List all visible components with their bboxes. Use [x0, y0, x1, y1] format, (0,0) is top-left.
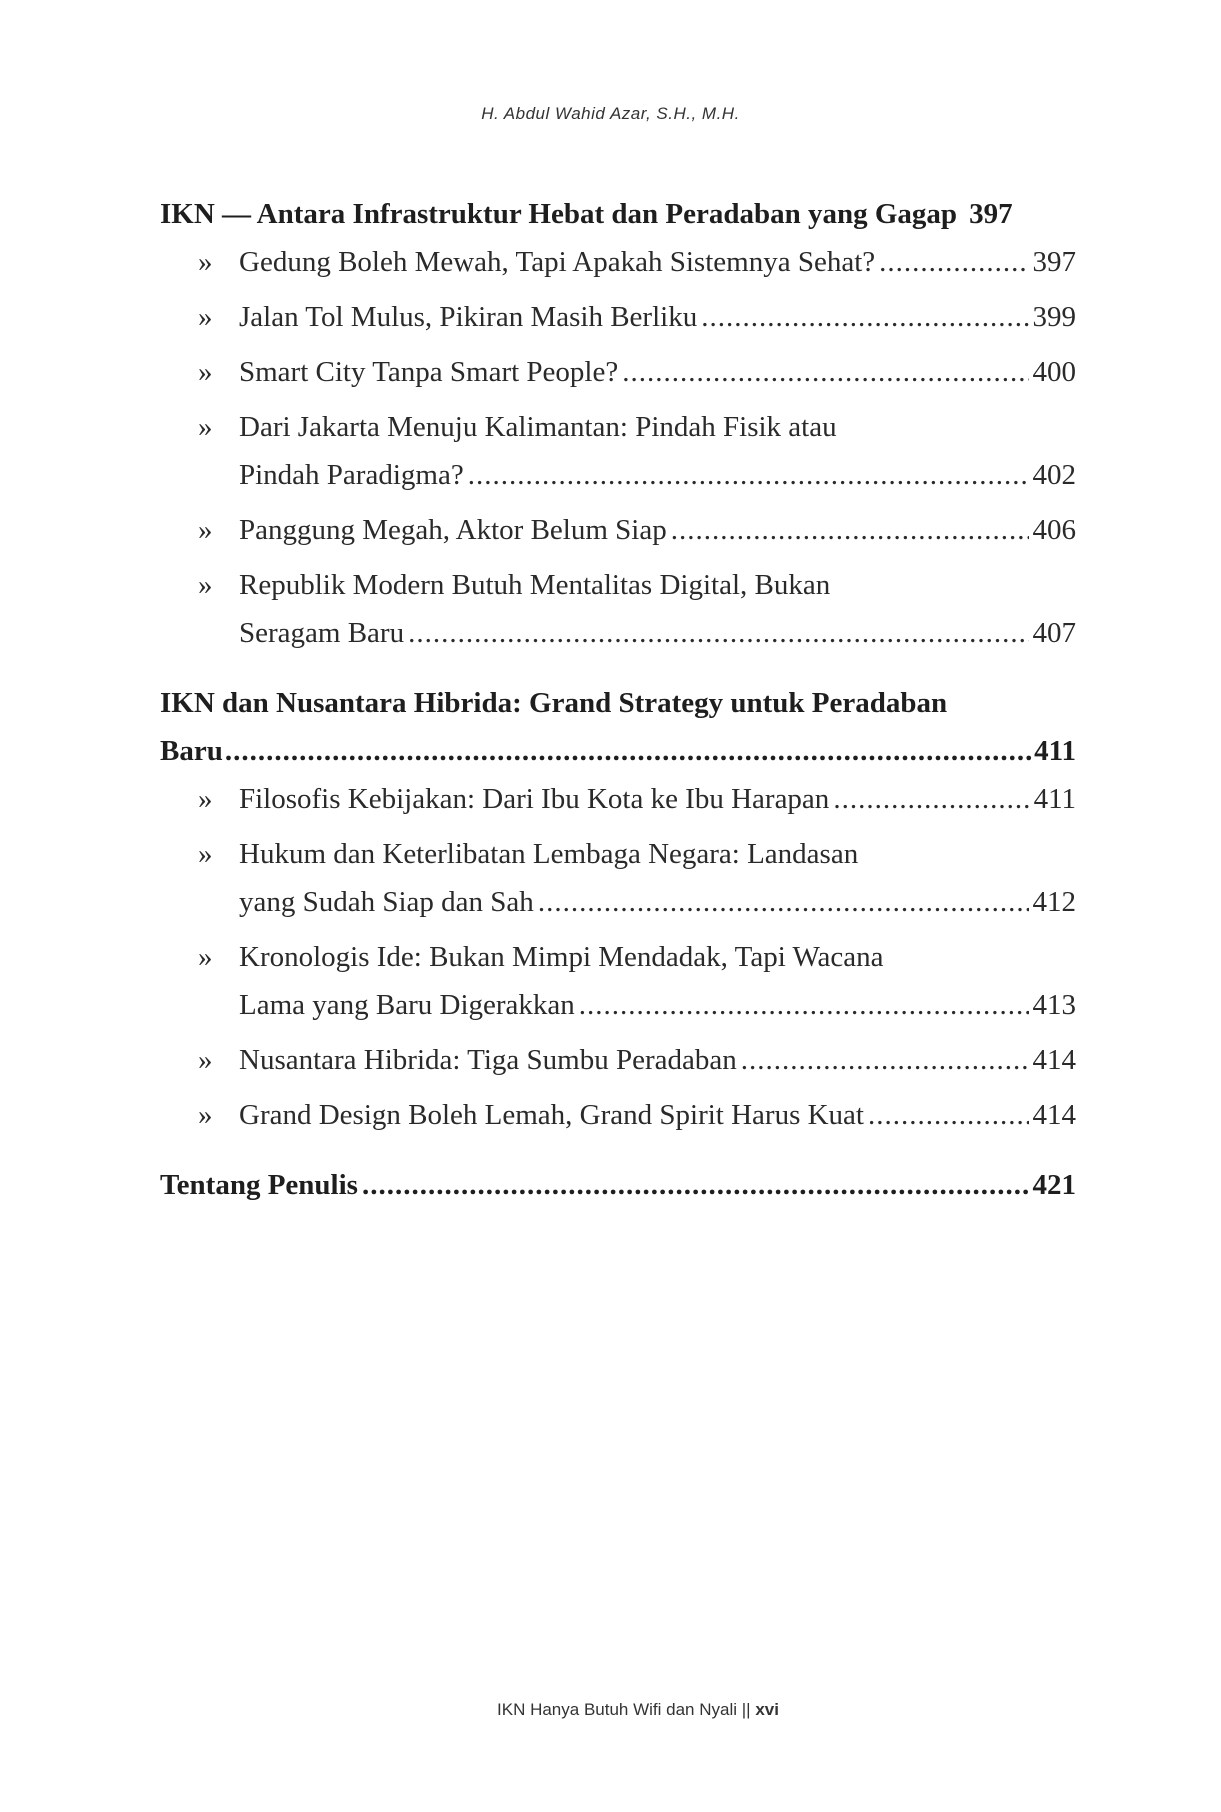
dot-leader: [468, 451, 1029, 499]
entry-title: Nusantara Hibrida: Tiga Sumbu Peradaban: [239, 1044, 737, 1076]
footer-page-number: xvi: [755, 1700, 779, 1719]
toc-section: [160, 190, 1076, 657]
dot-leader: [579, 981, 1029, 1029]
toc-section: [160, 679, 1076, 1139]
entry-title-line2: yang Sudah Siap dan Sah: [239, 886, 534, 918]
entry-page-number: 407: [1032, 617, 1076, 649]
bullet-icon: »: [198, 1099, 213, 1131]
bullet-icon: »: [198, 941, 213, 973]
entry-page-number: 411: [1033, 783, 1076, 815]
bullet-icon: »: [198, 411, 213, 443]
entry-title: Panggung Megah, Aktor Belum Siap: [239, 514, 667, 546]
toc-section: [160, 1161, 1076, 1209]
bullet-icon: »: [198, 838, 213, 870]
dot-leader: [701, 293, 1028, 341]
section-page-number: 421: [1032, 1169, 1076, 1201]
entry-title-line2: Pindah Paradigma?: [239, 459, 464, 491]
dot-leader: [671, 506, 1029, 554]
entry-page-number: 412: [1032, 886, 1076, 918]
dot-leader: [622, 348, 1028, 396]
entry-page-number: 406: [1032, 514, 1076, 546]
section-page-number: 397: [969, 198, 1013, 230]
entry-title-line1: Republik Modern Butuh Mentalitas Digital, Bukan: [239, 569, 831, 601]
entry-title-line1: Kronologis Ide: Bukan Mimpi Mendadak, Tapi Wacana: [239, 941, 884, 973]
toc-entry[interactable]: [160, 238, 1076, 286]
toc-section-heading[interactable]: [160, 1161, 1076, 1209]
dot-leader: [408, 609, 1028, 657]
dot-leader: [225, 727, 1034, 775]
entry-title: Gedung Boleh Mewah, Tapi Apakah Sistemnya Sehat?: [239, 246, 876, 278]
section-title-line1: IKN dan Nusantara Hibrida: Grand Strategy untuk Peradaban: [160, 687, 948, 719]
entry-page-number: 400: [1032, 356, 1076, 388]
dot-leader: [879, 238, 1028, 286]
entry-page-number: 413: [1032, 989, 1076, 1021]
entry-page-number: 397: [1032, 246, 1076, 278]
page-footer: [0, 1700, 1221, 1720]
entry-page-number: 399: [1032, 301, 1076, 333]
bullet-icon: »: [198, 356, 213, 388]
toc-entry[interactable]: [160, 561, 1076, 657]
entry-title: Smart City Tanpa Smart People?: [239, 356, 619, 388]
section-page-number: 411: [1034, 735, 1076, 767]
entry-title-line2: Seragam Baru: [239, 617, 405, 649]
bullet-icon: »: [198, 514, 213, 546]
toc-entry[interactable]: [160, 933, 1076, 1029]
entry-page-number: 414: [1032, 1099, 1076, 1131]
toc-section-heading[interactable]: [160, 190, 1076, 238]
bullet-icon: »: [198, 246, 213, 278]
dot-leader: [741, 1036, 1029, 1084]
bullet-icon: »: [198, 301, 213, 333]
entry-title: Jalan Tol Mulus, Pikiran Masih Berliku: [239, 301, 698, 333]
entry-title: Grand Design Boleh Lemah, Grand Spirit Harus Kuat: [239, 1099, 864, 1131]
toc-entry[interactable]: [160, 506, 1076, 554]
footer-separator: ||: [741, 1700, 751, 1719]
entry-title-line2: Lama yang Baru Digerakkan: [239, 989, 575, 1021]
entry-title: Filosofis Kebijakan: Dari Ibu Kota ke Ibu Harapan: [239, 783, 830, 815]
toc-entry[interactable]: [160, 348, 1076, 396]
dot-leader: [833, 775, 1029, 823]
section-title-line2: Baru: [160, 735, 223, 767]
section-title: IKN — Antara Infrastruktur Hebat dan Peradaban yang Gagap: [160, 198, 958, 230]
entry-title-line1: Dari Jakarta Menuju Kalimantan: Pindah Fisik atau: [239, 411, 837, 443]
entry-page-number: 402: [1032, 459, 1076, 491]
toc-section-heading[interactable]: [160, 679, 1076, 775]
toc-entry[interactable]: [160, 403, 1076, 499]
entry-page-number: 414: [1032, 1044, 1076, 1076]
toc-entry[interactable]: [160, 293, 1076, 341]
dot-leader: [868, 1091, 1029, 1139]
dot-leader: [538, 878, 1029, 926]
toc-entry[interactable]: [160, 1036, 1076, 1084]
entry-title-line1: Hukum dan Keterlibatan Lembaga Negara: Landasan: [239, 838, 859, 870]
toc-entry[interactable]: [160, 1091, 1076, 1139]
footer-book-title: IKN Hanya Butuh Wifi dan Nyali: [497, 1700, 738, 1719]
running-header: H. Abdul Wahid Azar, S.H., M.H.: [481, 104, 740, 123]
section-title: Tentang Penulis: [160, 1169, 358, 1201]
bullet-icon: »: [198, 569, 213, 601]
dot-leader: [362, 1161, 1029, 1209]
bullet-icon: »: [198, 783, 213, 815]
table-of-contents: [160, 190, 1076, 1231]
toc-entry[interactable]: [160, 830, 1076, 926]
bullet-icon: »: [198, 1044, 213, 1076]
toc-entry[interactable]: [160, 775, 1076, 823]
